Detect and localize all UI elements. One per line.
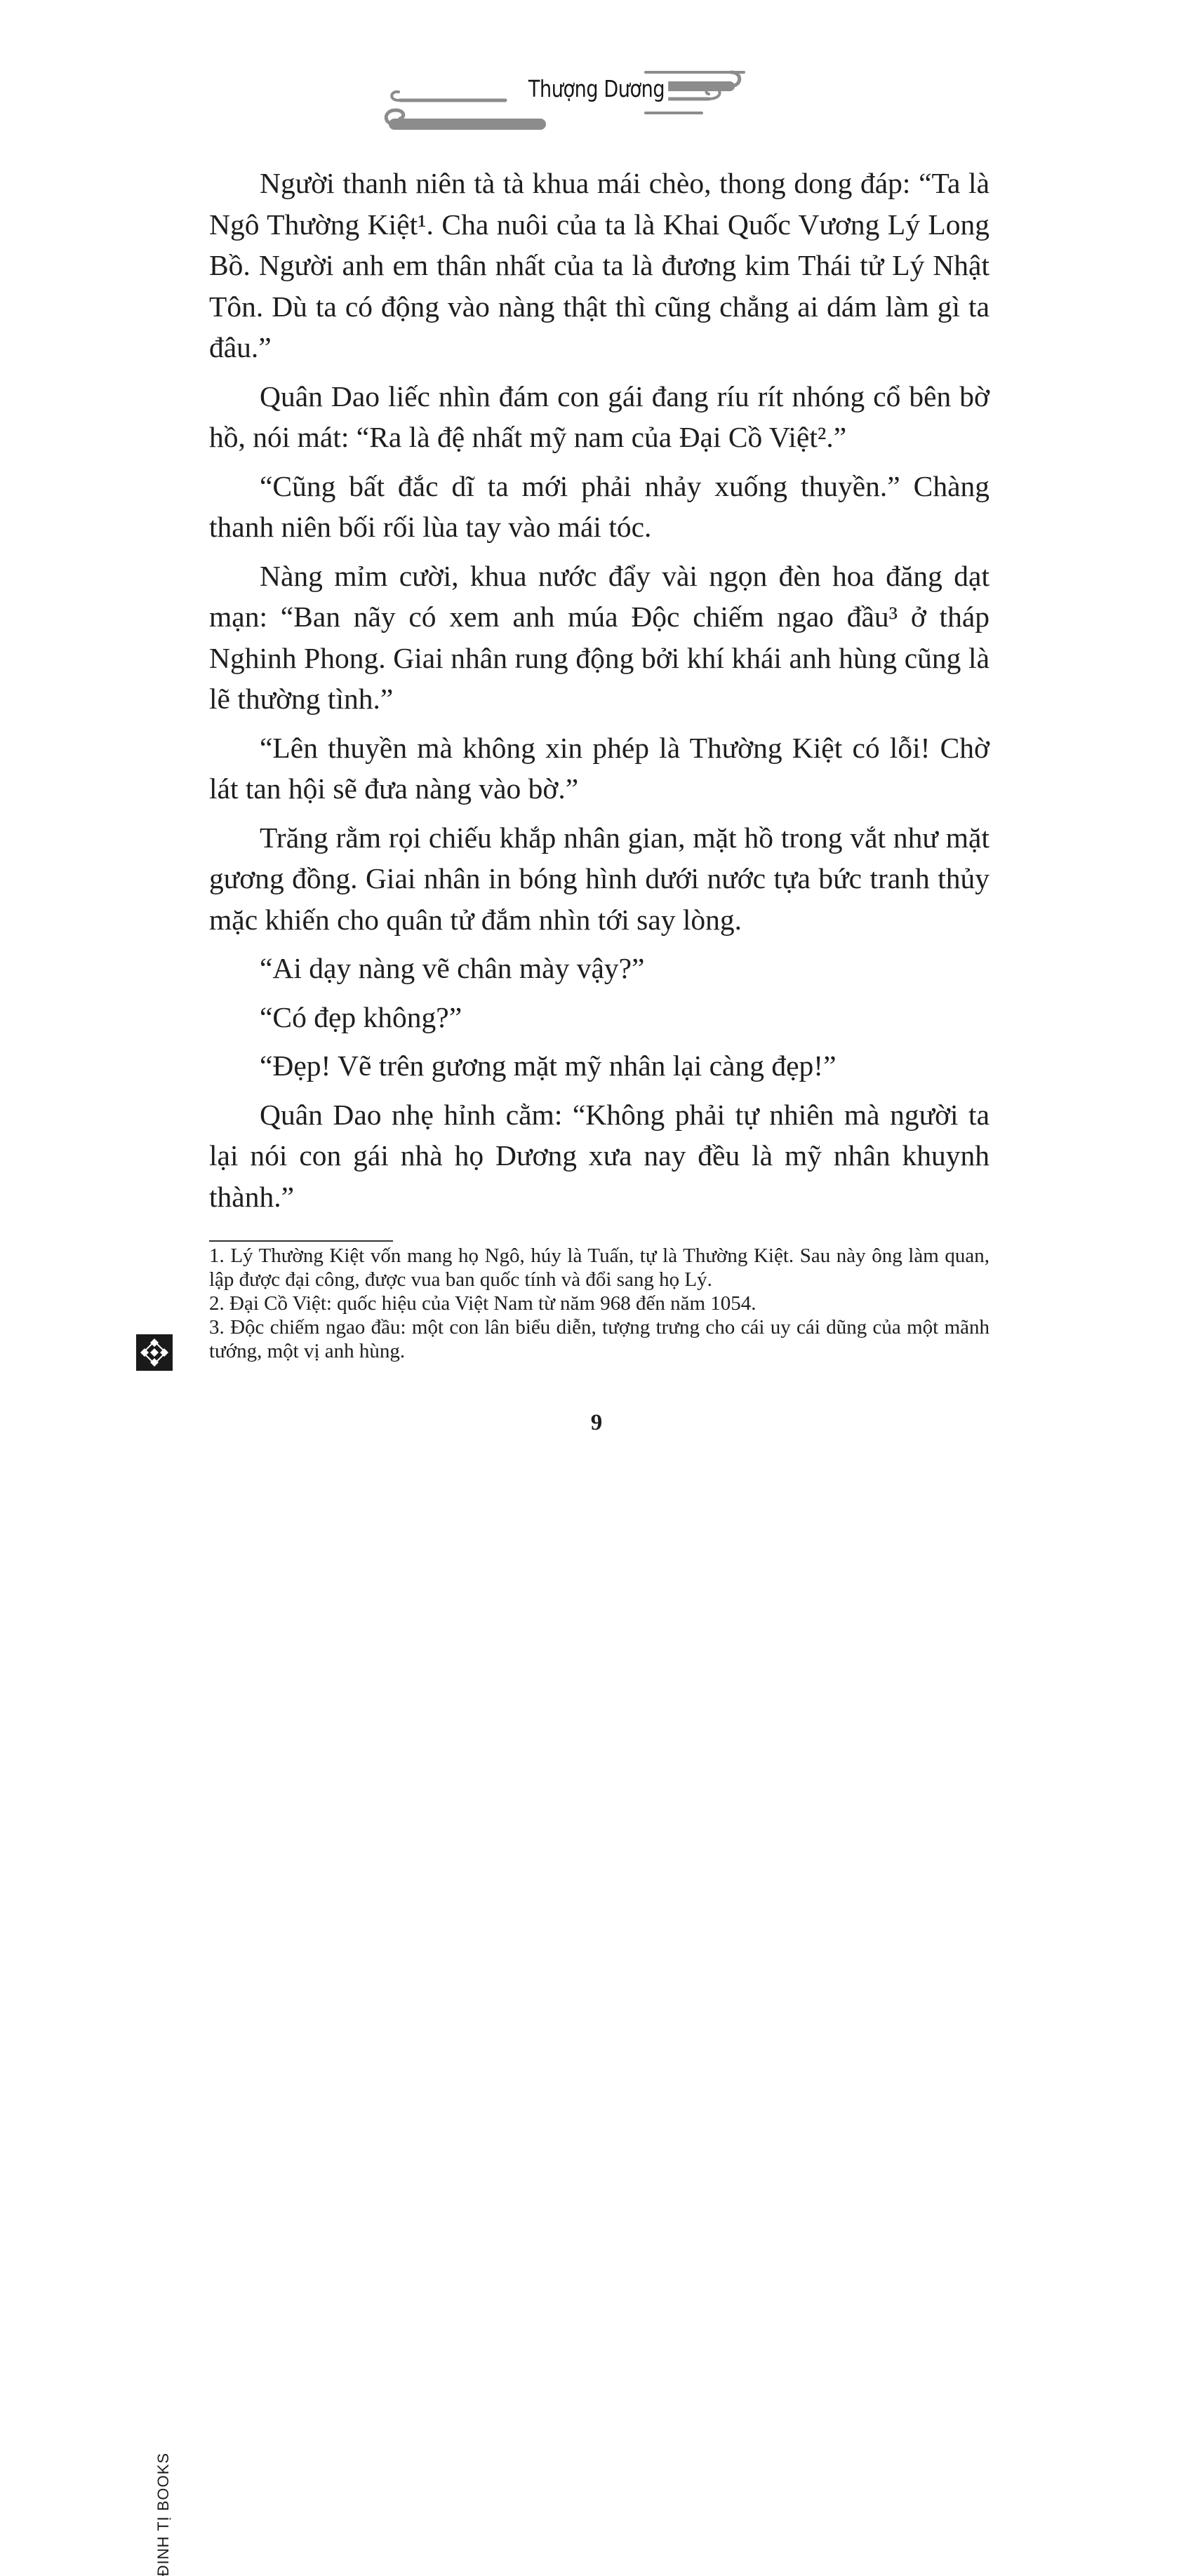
paragraph: “Cũng bất đắc dĩ ta mới phải nhảy xuống thuyền.” Chàng thanh niên bối rối lùa tay vào mái tóc. — [209, 469, 989, 543]
paragraph: Quân Dao nhẹ hỉnh cằm: “Không phải tự nhiên mà người ta lại nói con gái nhà họ Dương xưa nay đều là mỹ nhân khuynh thành.” — [209, 1098, 989, 1213]
paragraph: “Có đẹp không?” — [260, 1000, 462, 1033]
paragraph: Trăng rằm rọi chiếu khắp nhân gian, mặt hồ trong vắt như mặt gương đồng. Giai nhân in bóng hình dưới nước tựa bức tranh thủy mặc khiến cho quân tử đắm nhìn tới say lòng. — [209, 821, 989, 936]
footnote: 2. Đại Cồ Việt: quốc hiệu của Việt Nam từ năm 968 đến năm 1054. — [209, 1292, 757, 1315]
footnote-divider — [209, 1240, 393, 1242]
running-header — [379, 60, 772, 144]
footnote: 1. Lý Thường Kiệt vốn mang họ Ngô, húy là Tuấn, tự là Thường Kiệt. Sau này ông làm quan, lập được đại công, được vua ban quốc tính và đổi sang họ Lý. — [209, 1245, 989, 1291]
paragraph: Người thanh niên tà tà khua mái chèo, thong dong đáp: “Ta là Ngô Thường Kiệt¹. Cha nuôi của ta là Khai Quốc Vương Lý Long Bồ. Người anh em thân nhất của ta là đương kim Thái tử Lý Nhật Tôn. Dù ta có động vào nàng thật thì cũng chẳng ai dám làm gì ta đâu.” — [209, 167, 989, 363]
footnote: 3. Độc chiếm ngao đầu: một con lân biểu diễn, tượng trưng cho cái uy cái dũng của một mãnh tướng, một vị anh hùng. — [209, 1316, 989, 1362]
paragraph: Nàng mỉm cười, khua nước đẩy vài ngọn đèn hoa đăng dạt mạn: “Ban nãy có xem anh múa Độc chiếm ngao đầu³ ở tháp Nghinh Phong. Giai nhân rung động bởi khí khái anh hùng cũng là lẽ thường tình.” — [209, 559, 989, 715]
publisher-name: ĐINH TỊ BOOKS — [154, 2453, 172, 2576]
paragraph: “Ai dạy nàng vẽ chân mày vậy?” — [260, 952, 645, 984]
publisher-name-vertical — [154, 2453, 173, 2576]
page-number: 9 — [590, 1410, 603, 1435]
paragraph: “Đẹp! Vẽ trên gương mặt mỹ nhân lại càng đẹp!” — [260, 1049, 837, 1082]
paragraph: Quân Dao liếc nhìn đám con gái đang ríu rít nhóng cổ bên bờ hồ, nói mát: “Ra là đệ nhất mỹ nam của Đại Cồ Việt².” — [209, 380, 989, 453]
header-title: Thượng Dương — [525, 75, 668, 102]
footnotes — [209, 1244, 989, 1363]
publisher-brand — [135, 1219, 174, 2576]
dinh-ti-diamond-logo-icon — [135, 1333, 174, 1372]
paragraph: “Lên thuyền mà không xin phép là Thường Kiệt có lỗi! Chờ lát tan hội sẽ đưa nàng vào bờ.” — [209, 731, 989, 805]
body-text — [209, 163, 989, 1225]
